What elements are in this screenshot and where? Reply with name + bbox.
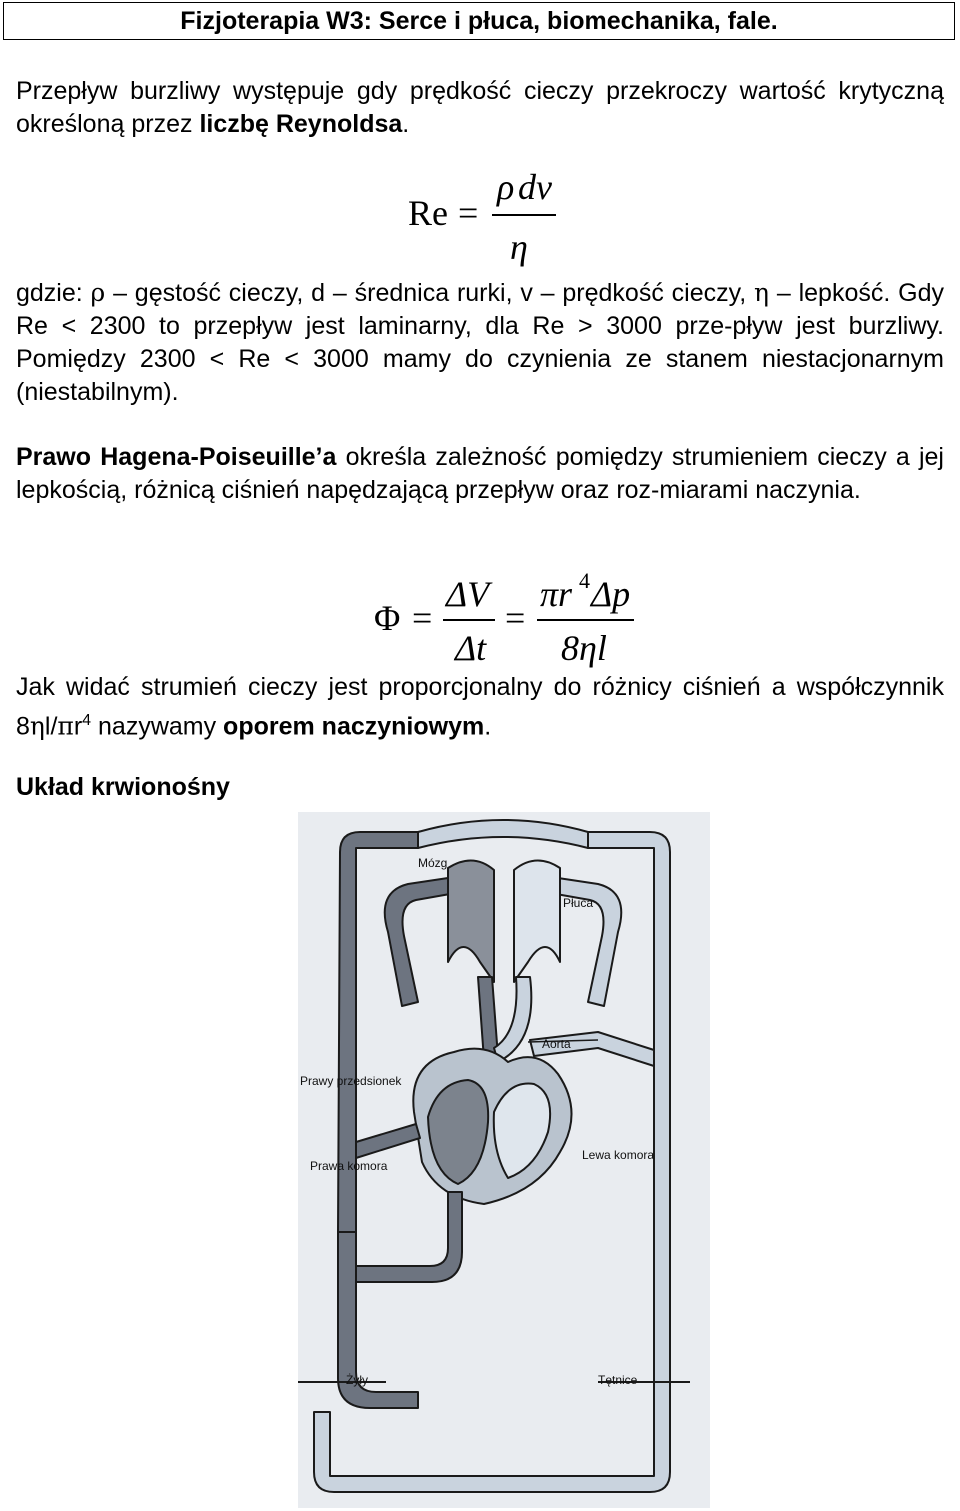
paragraph-reynolds: Przepływ burzliwy występuje gdy prędkość cieczy przekroczy wartość krytyczną określoną przez liczbę Reynoldsa.	[16, 77, 944, 138]
label-lungs: Płuca	[563, 896, 594, 910]
vascular-resistance-term: oporem naczyniowym	[223, 712, 485, 741]
paragraph-resistance: Jak widać strumień cieczy jest proporcjonalny do różnicy ciśnień a współczynnik $8\eta l/\pi r^4$ nazywamy oporem naczyniowym.	[16, 673, 944, 741]
label-arteries: Tętnice	[598, 1373, 638, 1387]
fraction-line-1	[443, 619, 495, 621]
formula-den-eta: η	[510, 227, 528, 267]
label-aorta: Aorta	[542, 1037, 571, 1051]
fraction-line-2	[537, 619, 634, 621]
label-right-atrium: Prawy przedsionek	[300, 1074, 402, 1088]
formula-num-rho: ρ	[497, 167, 515, 207]
label-left-ventricle: Lewa komora	[582, 1148, 655, 1162]
formula-pi-r: πr	[540, 574, 573, 614]
paragraph-hagen-poiseuille: Prawo Hagena-Poiseuille’a określa zależność pomiędzy strumieniem cieczy a jej lepkością, różnicą ciśnień napędzającą przepływ oraz roz-miarami naczynia.	[16, 443, 944, 504]
reynolds-term: liczbę Reynoldsa	[199, 110, 403, 138]
law-name: Prawo Hagena-Poiseuille’a	[16, 443, 337, 471]
formula-denominator: 8ηl	[561, 628, 607, 668]
formula-equals: =	[458, 193, 479, 233]
formula-delta-v: ΔV	[446, 574, 490, 614]
label-brain: Mózg	[418, 856, 448, 870]
label-right-ventricle: Prawa komora	[310, 1159, 388, 1173]
formula-equals-1: =	[412, 598, 433, 638]
pi-symbol: π	[57, 711, 74, 741]
formula-num-dv: dv	[518, 167, 552, 207]
document-header	[3, 2, 955, 40]
circulatory-diagram	[298, 812, 710, 1508]
section-heading: Układ krwionośny	[16, 773, 230, 801]
document-title: Fizjoterapia W3: Serce i płuca, biomechanika, fale.	[180, 6, 778, 35]
label-veins: Żyły	[346, 1373, 368, 1387]
fraction-line	[492, 214, 556, 216]
formula-phi: Φ	[374, 598, 401, 638]
rho-symbol: ρ	[90, 278, 106, 307]
formula-equals-2: =	[505, 598, 526, 638]
eta-symbol: η	[29, 711, 45, 741]
formula-exponent: 4	[579, 568, 590, 593]
paragraph-definitions: gdzie: ρ – gęstość cieczy, d – średnica rurki, v – prędkość cieczy, η – lepkość. Gdy Re < 2300 to przepływ jest laminarny, dla Re > 3000 prze-pływ jest burzliwy. Pomiędzy 2300 < Re < 3000 mamy do czynienia ze stanem niestacjonarnym (niestabilnym).	[16, 278, 944, 406]
formula-lhs: Re	[408, 193, 448, 233]
formula-delta-t: Δt	[455, 628, 487, 668]
eta-symbol: η	[754, 278, 770, 307]
formula-delta-p: Δp	[591, 574, 631, 614]
